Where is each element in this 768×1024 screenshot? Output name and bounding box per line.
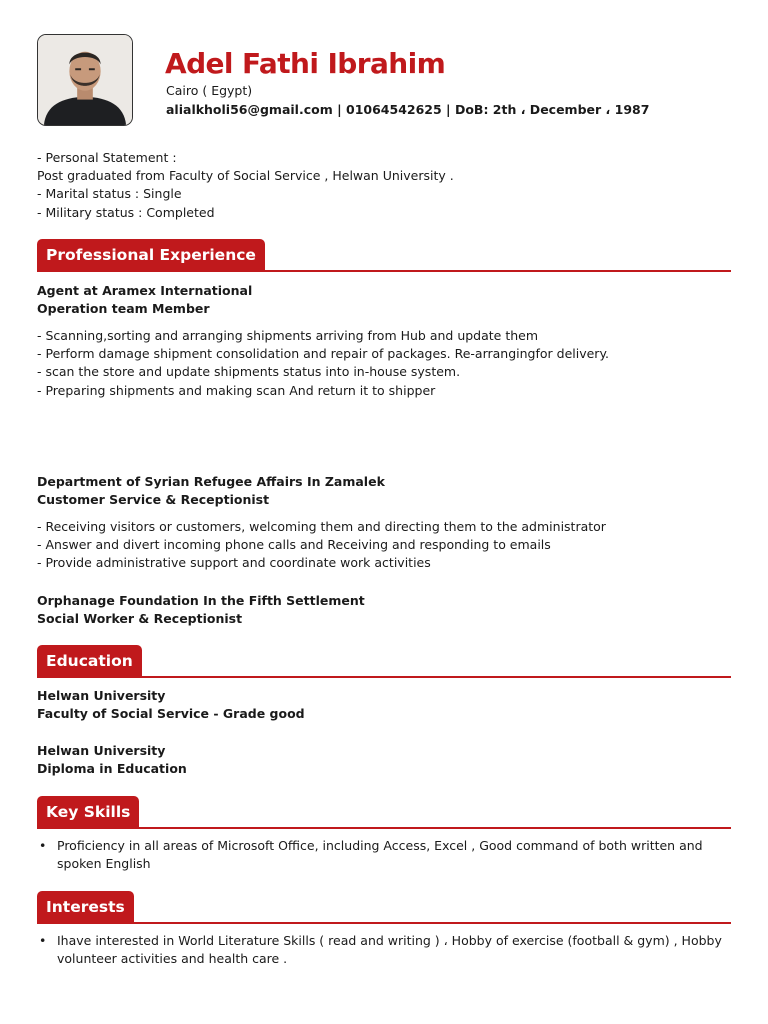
profile-photo <box>37 34 133 126</box>
personal-line: - Personal Statement : <box>37 150 177 165</box>
experience-duties <box>37 518 606 573</box>
education-entry <box>37 687 305 723</box>
experience-duties <box>37 327 609 400</box>
duty-line: - Answer and divert incoming phone calls and Receiving and responding to emails <box>37 537 551 553</box>
section-interests <box>37 891 731 924</box>
duty-line: - Scanning,sorting and arranging shipments arriving from Hub and update them <box>37 328 539 343</box>
skill-text: Proficiency in all areas of Microsoft Office, including Access, Excel , Good command of both written and spoken English <box>57 838 703 872</box>
candidate-location: Cairo ( Egypt) <box>166 83 253 98</box>
section-title: Interests <box>37 891 134 924</box>
duty-line: - Preparing shipments and making scan And return it to shipper <box>37 382 436 398</box>
skills-list <box>37 837 727 873</box>
experience-entry-refugee-affairs <box>37 473 385 509</box>
contact-line: alialkholi56@gmail.com | 01064542625 | DoB: 2th ، December ، 1987 <box>166 102 650 117</box>
section-title: Professional Experience <box>37 239 265 272</box>
bullet-icon: • <box>39 933 47 948</box>
duty-line: - Receiving visitors or customers, welcoming them and directing them to the administrator <box>37 519 606 534</box>
section-professional-experience <box>37 239 731 272</box>
education-detail: Diploma in Education <box>37 761 187 777</box>
experience-entry-aramex <box>37 282 252 318</box>
experience-entry-orphanage <box>37 592 365 628</box>
experience-role: Social Worker & Receptionist <box>37 611 243 627</box>
section-title: Education <box>37 645 142 678</box>
education-detail: Faculty of Social Service - Grade good <box>37 706 305 722</box>
interest-text: Ihave interested in World Literature Skills ( read and writing ) ، Hobby of exercise (football & gym) , Hobby volunteer activities and health care . <box>57 933 722 967</box>
experience-role: Customer Service & Receptionist <box>37 492 270 508</box>
personal-line: Post graduated from Faculty of Social Service , Helwan University . <box>37 168 454 184</box>
personal-line: - Military status : Completed <box>37 204 215 220</box>
experience-org: Agent at Aramex International <box>37 283 253 298</box>
experience-org: Department of Syrian Refugee Affairs In Zamalek <box>37 474 385 489</box>
personal-line: - Marital status : Single <box>37 186 182 202</box>
section-key-skills <box>37 796 731 829</box>
section-education <box>37 645 731 678</box>
list-item <box>37 932 727 968</box>
duty-line: - scan the store and update shipments status into in-house system. <box>37 364 461 380</box>
candidate-name: Adel Fathi Ibrahim <box>165 47 446 80</box>
bullet-icon: • <box>39 838 47 853</box>
education-entry <box>37 742 187 778</box>
education-school: Helwan University <box>37 688 166 703</box>
education-school: Helwan University <box>37 743 166 758</box>
personal-info <box>37 149 454 222</box>
experience-role: Operation team Member <box>37 301 210 317</box>
experience-org: Orphanage Foundation In the Fifth Settlement <box>37 593 365 608</box>
person-portrait-icon <box>38 35 132 125</box>
list-item <box>37 837 727 873</box>
section-title: Key Skills <box>37 796 139 829</box>
duty-line: - Provide administrative support and coordinate work activities <box>37 555 431 571</box>
duty-line: - Perform damage shipment consolidation and repair of packages. Re-arrangingfor delivery. <box>37 346 610 362</box>
interests-list <box>37 932 727 968</box>
